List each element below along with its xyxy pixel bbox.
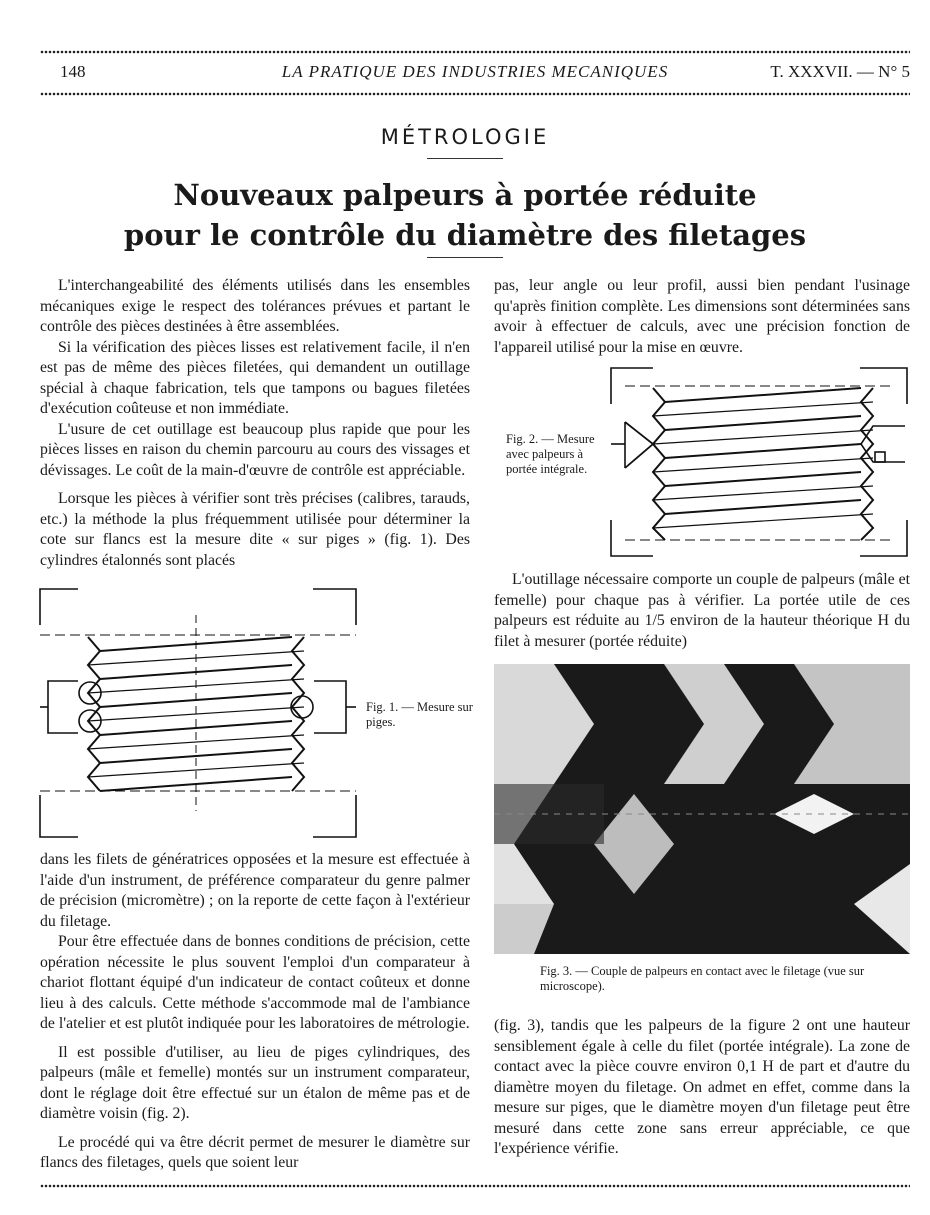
right-column-bottom xyxy=(494,1016,910,1160)
figure-1-thread-pins xyxy=(38,585,368,840)
volume-number: T. XXXVII. — N° 5 xyxy=(770,62,910,81)
figure-1-caption: Fig. 1. — Mesure sur piges. xyxy=(366,700,473,729)
microscope-image xyxy=(494,664,910,954)
left-column-top xyxy=(40,276,470,571)
paragraph: Lorsque les pièces à vérifier sont très précises (calibres, tarauds, etc.) la méthode la plus fréquemment utilisée pour déterminer la cote sur flancs est la mesure dite « sur piges » (fig. 1). Des cylindres étalonnés sont placés xyxy=(40,490,470,569)
paragraph: L'interchangeabilité des éléments utilisés dans les ensembles mécaniques exige le respect des tolérances prévues et partant le contrôle des pièces destinées à être assemblées. xyxy=(40,277,470,335)
title-line-2: pour le contrôle du diamètre des filetages xyxy=(123,218,807,252)
running-header xyxy=(40,58,910,84)
section-rule xyxy=(427,158,503,159)
figure-2-full-height-probes xyxy=(605,364,910,560)
paragraph: pas, leur angle ou leur profil, aussi bien pendant l'usinage qu'après finition complète. Les dimensions sont déterminées sans avoir à effectuer de calculs, avec une précision fonction de l'appareil utilisé pour la mise en œuvre. xyxy=(494,277,910,356)
left-column-bottom xyxy=(40,850,470,1174)
header-bottom-rule xyxy=(40,92,910,96)
paragraph: (fig. 3), tandis que les palpeurs de la figure 2 ont une hauteur sensiblement égale à celle du filet (portée intégrale). La zone de contact avec la pièce couvre environ 0,1 H de part et d'autre du diamètre moyen du filetage. On admet en effet, comme dans la mesure sur piges, que le diamètre moyen d'un filetage peut être mesuré dans cette zone sans erreur appréciable, ce que l'expérience vérifie. xyxy=(494,1017,910,1157)
paragraph: L'usure de cet outillage est beaucoup plus rapide que pour les pièces lisses en raison du chemin parcouru au cours des vissages et dévissages. Le coût de la main-d'œuvre de contrôle est appréciable. xyxy=(40,420,470,479)
footer-rule xyxy=(40,1184,910,1188)
paragraph: Il est possible d'utiliser, au lieu de piges cylindriques, des palpeurs (mâle et femelle) montés sur un instrument comparateur, dont le réglage doit être effectué sur un étalon de même pas et de diamètre voisin (fig. 2). xyxy=(40,1043,470,1122)
figure-3-caption: Fig. 3. — Couple de palpeurs en contact avec le filetage (vue sur microscope). xyxy=(540,964,865,993)
page-number: 148 xyxy=(60,62,86,81)
journal-title: LA PRATIQUE DES INDUSTRIES MECANIQUES xyxy=(281,62,669,81)
paragraph: dans les filets de génératrices opposées et la mesure est effectuée à l'aide d'un instrument, de préférence comparateur du genre palmer de précision (micromètre) ; on la reporte de cette façon à l'extérieur du filetage. xyxy=(40,851,470,930)
right-column-middle xyxy=(494,570,910,652)
right-column-top xyxy=(494,276,910,358)
title-rule xyxy=(427,257,503,258)
title-line-1: Nouveaux palpeurs à portée réduite xyxy=(173,178,757,212)
paragraph: Si la vérification des pièces lisses est relativement facile, il n'en est pas de même des pièces filetées, qui demandent un outillage spécial à chaque fabrication, tels que tampons ou bagues filetées d'exécution coûteuse et non immédiate. xyxy=(40,338,470,417)
figure-3-microscope-photo xyxy=(494,664,910,954)
paragraph: Le procédé qui va être décrit permet de mesurer le diamètre sur flancs des filetages, quels que soient leur xyxy=(40,1133,470,1171)
section-heading: MÉTROLOGIE xyxy=(380,125,550,149)
paragraph: Pour être effectuée dans de bonnes conditions de précision, cette opération nécessite le plus souvent l'emploi d'un comparateur à chariot flottant équipé d'un indicateur de contact coûteux et donne lieu à des calculs. Cette méthode s'accommode mal de l'ambiance de l'atelier et est plutôt indiquée pour les laboratoires de métrologie. xyxy=(40,933,470,1032)
header-top-rule xyxy=(40,50,910,54)
figure-2-caption: Fig. 2. — Mesure avec palpeurs à portée intégrale. xyxy=(506,432,595,476)
paragraph: L'outillage nécessaire comporte un couple de palpeurs (mâle et femelle) pour chaque pas à vérifier. La portée utile de ces palpeurs est réduite au 1/5 environ de la hauteur théorique H du filet à mesurer (portée réduite) xyxy=(494,571,910,650)
article-title xyxy=(0,175,930,255)
